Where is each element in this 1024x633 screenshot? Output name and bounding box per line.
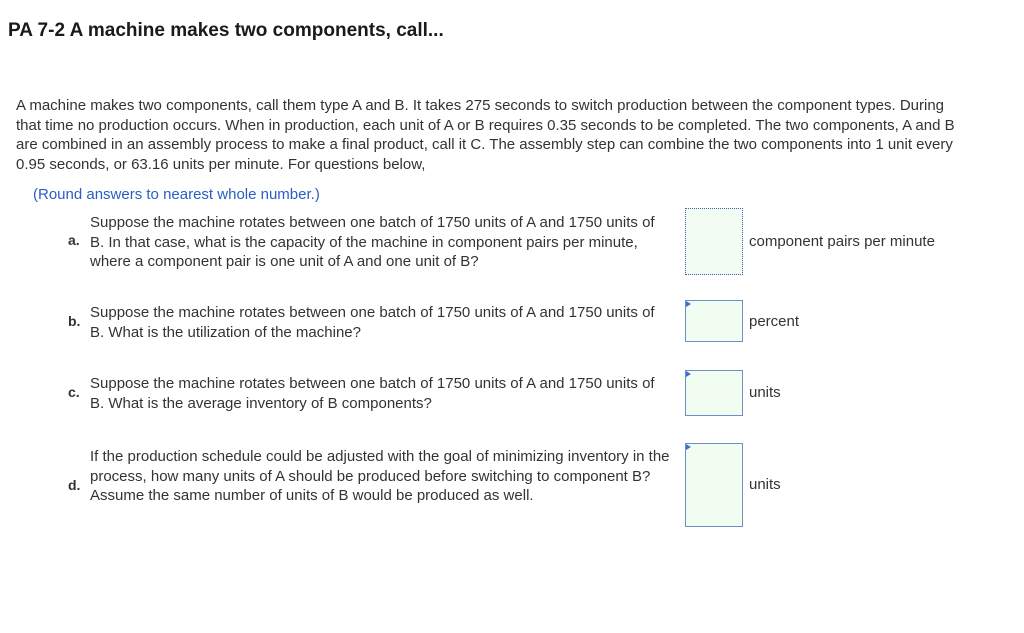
question-a-text: Suppose the machine rotates between one batch of 1750 units of A and 1750 units of B. In that case, what is the capacity of the machine in component pairs per minute, where a component pair is one unit of A and one unit of B? — [90, 214, 655, 270]
question-b-answer-input[interactable] — [685, 300, 743, 342]
page-title: PA 7-2 A machine makes two components, call... — [8, 20, 444, 41]
answer-flag-icon — [686, 301, 691, 307]
question-c-letter: c. — [68, 384, 80, 400]
question-d-unit: units — [749, 476, 781, 493]
question-c-text: Suppose the machine rotates between one batch of 1750 units of A and 1750 units of B. What is the average inventory of B components? — [90, 375, 655, 412]
question-d-answer-input[interactable] — [685, 443, 743, 527]
question-a-answer-input[interactable] — [685, 208, 743, 275]
question-a-unit: component pairs per minute — [749, 233, 935, 250]
question-b-letter: b. — [68, 313, 81, 329]
question-a-letter: a. — [68, 232, 80, 248]
question-c-answer-input[interactable] — [685, 370, 743, 416]
answer-flag-icon — [686, 444, 691, 450]
question-c-unit: units — [749, 384, 781, 401]
question-b-text: Suppose the machine rotates between one batch of 1750 units of A and 1750 units of B. What is the utilization of the machine? — [90, 304, 655, 341]
question-b-unit: percent — [749, 313, 800, 330]
question-d-text: If the production schedule could be adjusted with the goal of minimizing inventory in the process, how many units of A should be produced before switching to component B? Assume the same number of units of B would be produced as well. — [90, 448, 670, 504]
problem-statement: A machine makes two components, call them type A and B. It takes 275 seconds to switch production between the component types. During that time no production occurs. When in production, each unit of A or B requires 0.35 seconds to be completed. The two components, A and B are combined in an assembly process to make a final product, call it C. The assembly step can combine the two components into 1 unit every 0.95 seconds, or 63.16 units per minute. For questions below, — [16, 97, 955, 173]
question-d-letter: d. — [68, 477, 81, 493]
rounding-note: (Round answers to nearest whole number.) — [33, 186, 320, 203]
answer-flag-icon — [686, 371, 691, 377]
